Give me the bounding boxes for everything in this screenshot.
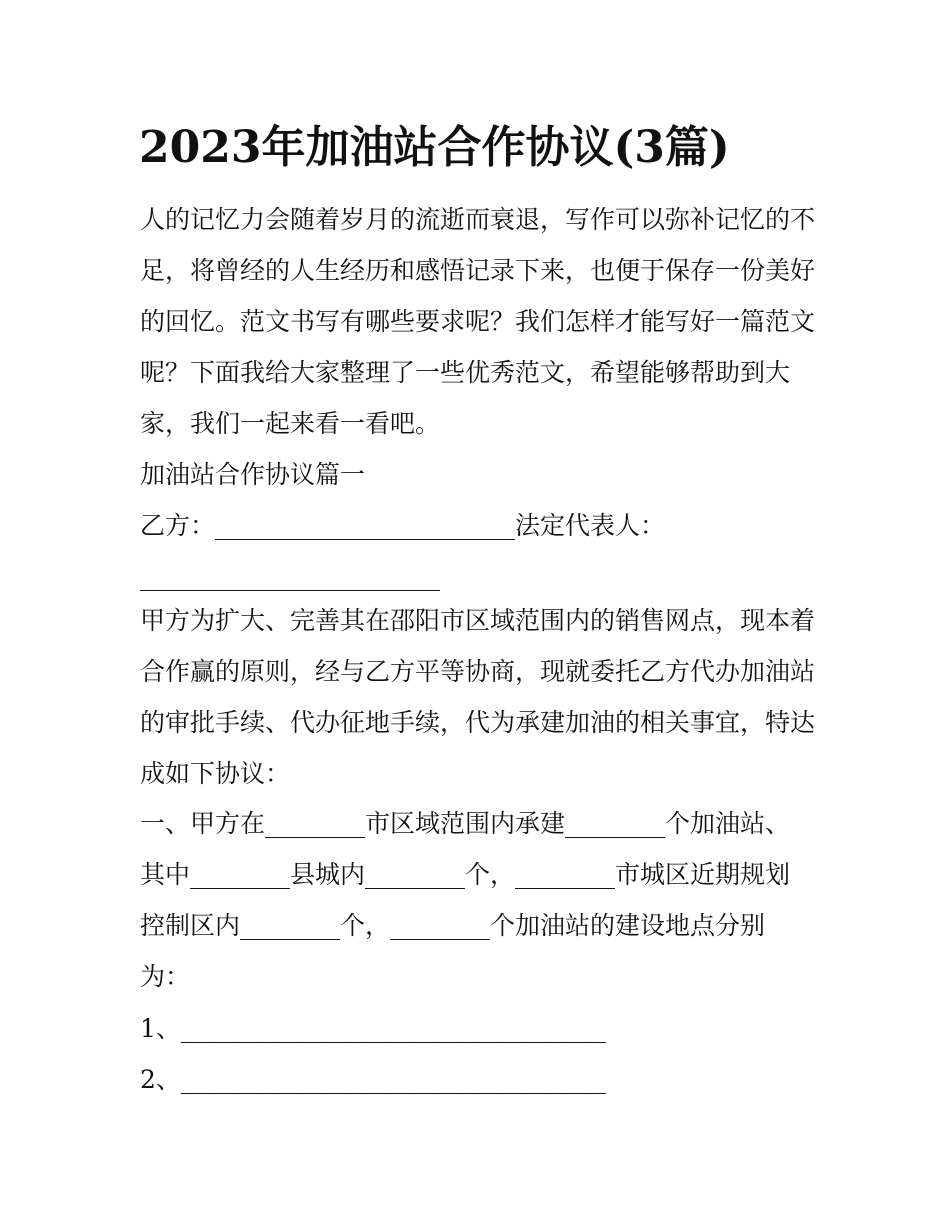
clause-one-line: 一、甲方在________市区域范围内承建________个加油站、: [140, 809, 791, 838]
purpose-line: 成如下协议：: [140, 759, 291, 788]
purpose-line: 甲方为扩大、完善其在邵阳市区域范围内的销售网点，现本着: [140, 606, 816, 635]
clause-one-line: 控制区内________个，________个加油站的建设地点分别: [140, 911, 766, 940]
clause-one-line: 其中________县城内________个，________市城区近期规划: [140, 860, 791, 889]
purpose-line: 合作赢的原则，经与乙方平等协商，现就委托乙方代办加油站: [140, 657, 816, 686]
party-b-line: 乙方：________________________法定代表人：: [140, 511, 666, 540]
party-b-rep-blank: ________________________: [140, 562, 440, 591]
clause-one-line: 为：: [140, 962, 191, 991]
intro-line: 呢？下面我给大家整理了一些优秀范文，希望能够帮助到大: [140, 358, 791, 387]
location-item: 2、__________________________________: [140, 1065, 606, 1094]
intro-line: 的回忆。范文书写有哪些要求呢？我们怎样才能写好一篇范文: [140, 307, 816, 336]
intro-line: 足，将曾经的人生经历和感悟记录下来，也便于保存一份美好: [140, 256, 816, 285]
intro-line: 家，我们一起来看一看吧。: [140, 409, 441, 438]
purpose-line: 的审批手续、代办征地手续，代为承建加油的相关事宜，特达: [140, 708, 816, 737]
section-heading: 加油站合作协议篇一: [140, 460, 366, 489]
location-item: 1、__________________________________: [140, 1014, 606, 1043]
intro-line: 人的记忆力会随着岁月的流逝而衰退，写作可以弥补记忆的不: [140, 205, 816, 234]
document-title: 2023年加油站合作协议(3篇): [139, 122, 730, 173]
